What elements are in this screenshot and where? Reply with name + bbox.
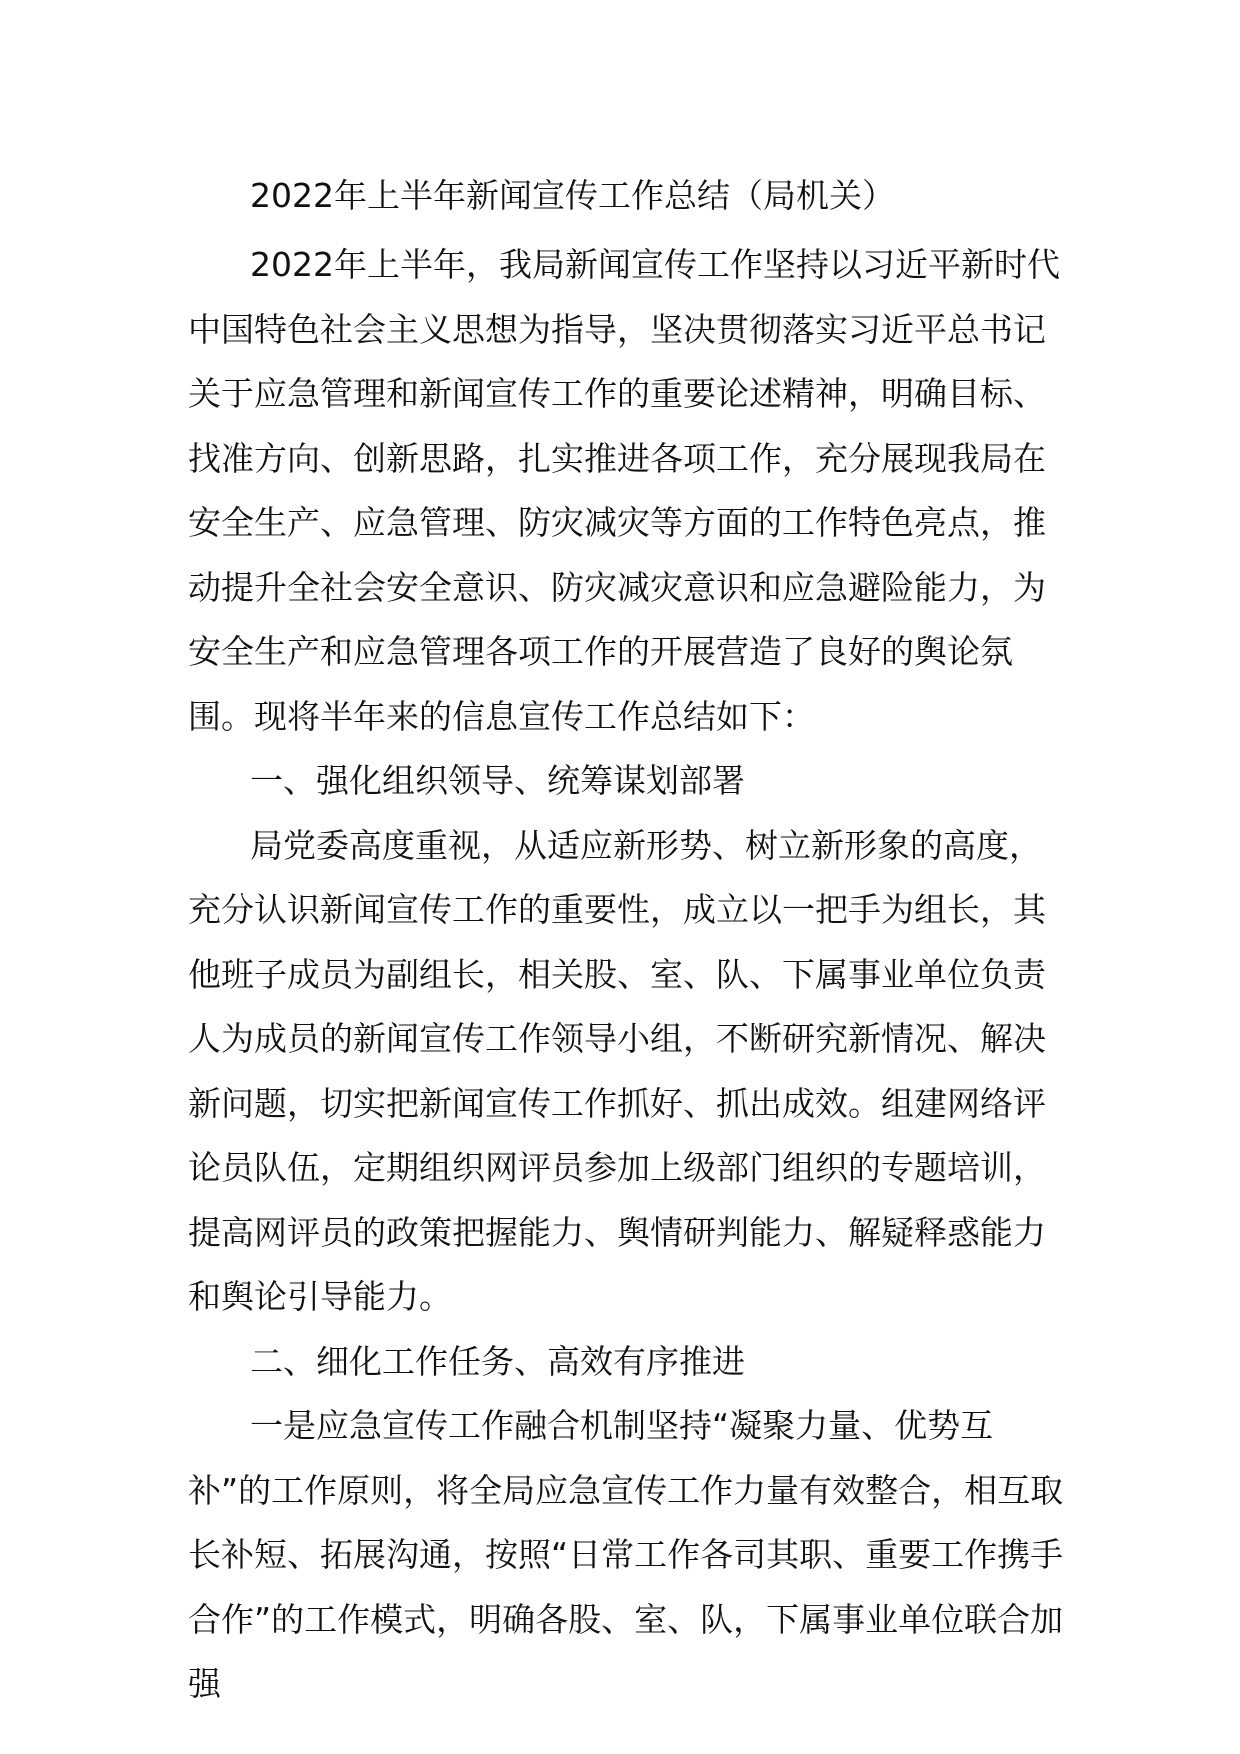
- section-heading-1: 一、强化组织领导、统筹谋划部署: [250, 761, 745, 800]
- paragraph-section-1: 局党委高度重视，从适应新形势、树立新形象的高度，充分认识新闻宣传工作的重要性，成立以一把手为组长，其他班子成员为副组长，相关股、室、队、下属事业单位负责人为成员的新闻宣传工作领导小组，不断研究新情况、解决新问题，切实把新闻宣传工作抓好、抓出成效。组建网络评论员队伍，定期组织网评员参加上级部门组织的专题培训，提高网评员的政策把握能力、舆情研判能力、解疑释惑能力和舆论引导能力。: [188, 825, 1046, 1316]
- paragraph-section-2: 一是应急宣传工作融合机制坚持“凝聚力量、优势互补”的工作原则，将全局应急宣传工作力量有效整合，相互取长补短、拓展沟通，按照“日常工作各司其职、重要工作携手合作”的工作模式，明确各股、室、队，下属事业单位联合加强: [188, 1406, 1064, 1703]
- section-heading-2: 二、细化工作任务、高效有序推进: [250, 1341, 745, 1381]
- document-body: [188, 233, 1068, 1717]
- paragraph-intro: 2022年上半年，我局新闻宣传工作坚持以习近平新时代中国特色社会主义思想为指导，坚决贯彻落实习近平总书记关于应急管理和新闻宣传工作的重要论述精神，明确目标、找准方向、创新思路，扎实推进各项工作，充分展现我局在安全生产、应急管理、防灾减灾等方面的工作特色亮点，推动提升全社会安全意识、防灾减灾意识和应急避险能力，为安全生产和应急管理各项工作的开展营造了良好的舆论氛围。现将半年来的信息宣传工作总结如下：: [188, 245, 1060, 736]
- document-title: 2022年上半年新闻宣传工作总结（局机关）: [250, 176, 895, 215]
